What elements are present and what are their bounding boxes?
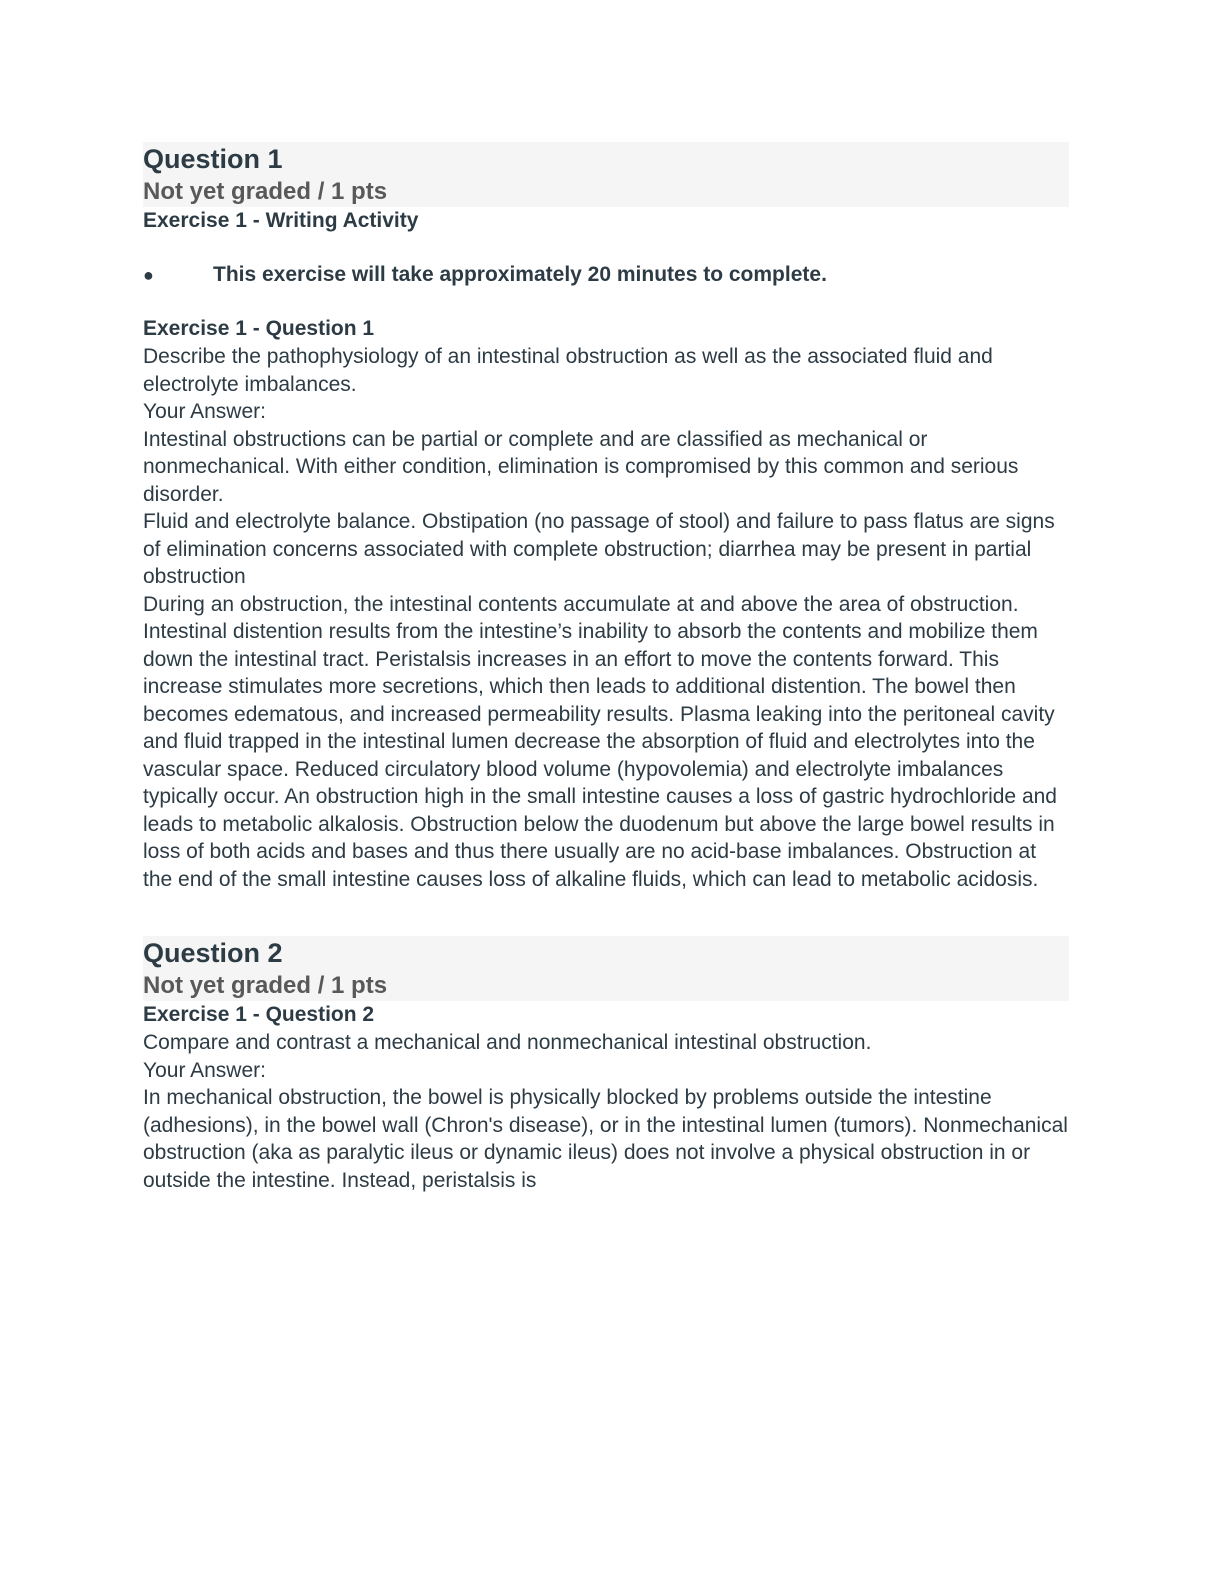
answer-paragraph: In mechanical obstruction, the bowel is physically blocked by problems outside the intestine (adhesions), in the bowel wall (Chron's disease), or in the intestinal lumen (tumors). Nonmechanical obstruction (aka as paralytic ileus or dynamic ileus) does not involve a physical obstruction in or outside the intestine. Instead, peristalsis is	[143, 1086, 1068, 1192]
question-subheading: Exercise 1 - Question 1	[143, 317, 375, 340]
document-page	[143, 142, 1069, 1194]
answer-label: Your Answer:	[143, 400, 266, 423]
question-points: Not yet graded / 1 pts	[143, 178, 388, 205]
question-prompt: Compare and contrast a mechanical and nonmechanical intestinal obstruction.	[143, 1031, 872, 1054]
question-2	[143, 936, 1069, 1194]
bullet-text: This exercise will take approximately 20 minutes to complete.	[213, 263, 827, 286]
answer-paragraph: Fluid and electrolyte balance. Obstipation (no passage of stool) and failure to pass flatus are signs of elimination concerns associated with complete obstruction; diarrhea may be present in partial obstruction	[143, 510, 1055, 588]
answer-paragraph: During an obstruction, the intestinal contents accumulate at and above the area of obstruction. Intestinal distention results from the intestine’s inability to absorb the contents and mobilize them down the intestinal tract. Peristalsis increases in an effort to move the contents forward. This increase stimulates more secretions, which then leads to additional distention. The bowel then becomes edematous, and increased permeability results. Plasma leaking into the peritoneal cavity and fluid trapped in the intestinal lumen decrease the absorption of fluid and electrolytes into the vascular space. Reduced circulatory blood volume (hypovolemia) and electrolyte imbalances typically occur. An obstruction high in the small intestine causes a loss of gastric hydrochloride and leads to metabolic alkalosis. Obstruction below the duodenum but above the large bowel results in loss of both acids and bases and thus there usually are no acid-base imbalances. Obstruction at the end of the small intestine causes loss of alkaline fluids, which can lead to metabolic acidosis.	[143, 592, 1057, 891]
question-subheading: Exercise 1 - Question 2	[143, 1003, 375, 1026]
bullet-item	[143, 261, 1069, 289]
question-1	[143, 142, 1069, 893]
question-header	[143, 936, 1069, 1001]
question-header	[143, 142, 1069, 207]
question-title: Question 2	[143, 938, 283, 968]
question-points: Not yet graded / 1 pts	[143, 972, 388, 999]
question-prompt: Describe the pathophysiology of an intestinal obstruction as well as the associated fluid and electrolyte imbalances.	[143, 345, 993, 396]
answer-label: Your Answer:	[143, 1058, 266, 1082]
bullet-icon: ●	[143, 265, 154, 285]
exercise-heading: Exercise 1 - Writing Activity	[143, 209, 419, 232]
answer-paragraph: Intestinal obstructions can be partial or complete and are classified as mechanical or nonmechanical. With either condition, elimination is compromised by this common and serious disorder.	[143, 427, 1019, 506]
question-title: Question 1	[143, 144, 283, 174]
